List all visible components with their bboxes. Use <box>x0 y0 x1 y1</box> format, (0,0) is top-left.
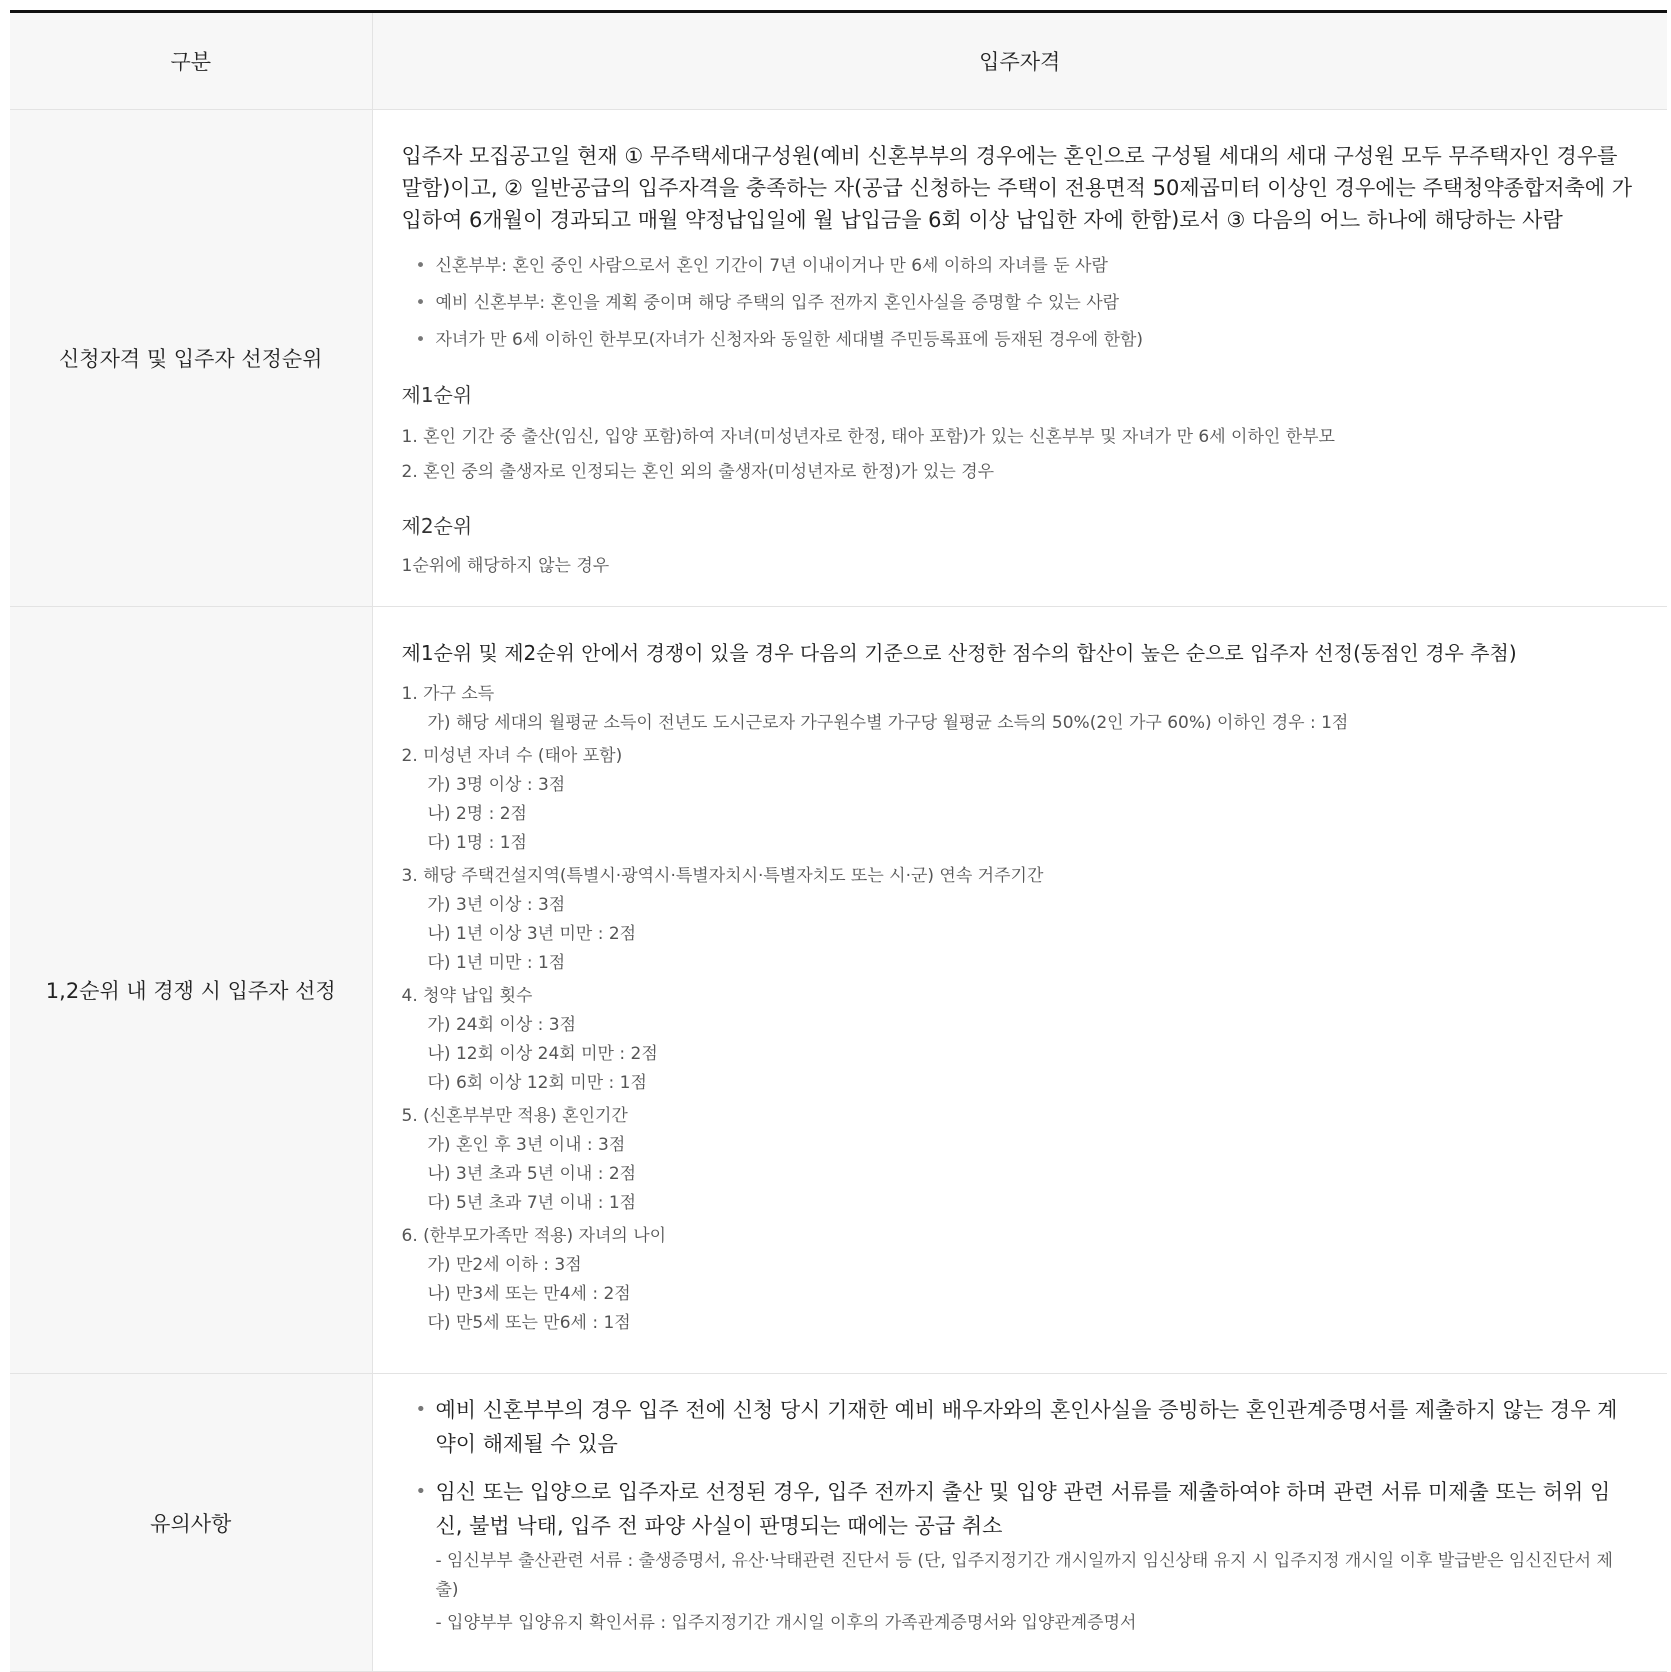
row-label-qualification: 신청자격 및 입주자 선정순위 <box>10 110 372 607</box>
eligibility-table-wrapper <box>10 10 1667 1672</box>
criterion-title: 3. 해당 주택건설지역(특별시·광역시·특별자치시·특별자치도 또는 시·군) 연속 거주기간 <box>401 866 1044 886</box>
criterion-title: 5. (신혼부부만 적용) 혼인기간 <box>401 1106 628 1126</box>
criterion-title: 6. (한부모가족만 적용) 자녀의 나이 <box>401 1226 667 1246</box>
table-row-cautions <box>10 1374 1667 1672</box>
cautions-list <box>402 1393 1634 1638</box>
rank1-heading: 제1순위 <box>401 383 473 407</box>
table-row-qualification <box>10 110 1667 607</box>
criterion-sub: 나) 2명 : 2점 <box>427 804 527 824</box>
criteria-list <box>402 680 1634 1338</box>
list-item: 1. 혼인 기간 중 출산(임신, 입양 포함)하여 자녀(미성년자로 한정, 태아 포함)가 있는 신혼부부 및 자녀가 만 6세 이하인 한부모 <box>401 427 1335 447</box>
criterion-sub: 나) 1년 이상 3년 미만 : 2점 <box>427 924 637 944</box>
list-item: • 자녀가 만 6세 이하인 한부모(자녀가 신청자와 동일한 세대별 주민등록표에 등재된 경우에 한함) <box>416 322 1634 359</box>
criterion-sub: 나) 12회 이상 24회 미만 : 2점 <box>427 1044 658 1064</box>
list-item: • 신혼부부: 혼인 중인 사람으로서 혼인 기간이 7년 이내이거나 만 6세 이하의 자녀를 둔 사람 <box>416 248 1634 285</box>
row-label-cautions: 유의사항 <box>10 1374 372 1672</box>
caution-sub-item: - 임신부부 출산관련 서류 : 출생증명서, 유산·낙태관련 진단서 등 (단, 입주지정기간 개시일까지 임신상태 유지 시 입주지정 개시일 이후 발급받은 임신진단서 제출) <box>435 1551 1613 1600</box>
caution-text: 예비 신혼부부의 경우 입주 전에 신청 당시 기재한 예비 배우자와의 혼인사실을 증빙하는 혼인관계증명서를 제출하지 않는 경우 계약이 해제될 수 있음 <box>435 1398 1618 1456</box>
table-header-row <box>10 12 1667 110</box>
competition-intro: 제1순위 및 제2순위 안에서 경쟁이 있을 경우 다음의 기준으로 산정한 점수의 합산이 높은 순으로 입주자 선정(동점인 경우 추첨) <box>401 641 1517 665</box>
table-row-competition <box>10 607 1667 1374</box>
rank2-text: 1순위에 해당하지 않는 경우 <box>401 556 610 576</box>
criterion-title: 4. 청약 납입 횟수 <box>401 986 533 1006</box>
row-content-competition <box>372 607 1667 1374</box>
caution-item <box>416 1393 1634 1461</box>
criterion-item <box>402 742 1634 858</box>
qualification-intro: 입주자 모집공고일 현재 ① 무주택세대구성원(예비 신혼부부의 경우에는 혼인으로 구성될 세대의 세대 구성원 모두 무주택자인 경우를 말함)이고, ② 일반공급의 입주자격을 충족하는 자(공급 신청하는 주택이 전용면적 50제곱미터 이상인 경우에는 주택청약종합저축에 가입하여 6개월이 경과되고 매월 약정납입일에 월 납입금을 6회 이상 납입한 자에 한함)로서 ③ 다음의 어느 하나에 해당하는 사람 <box>401 144 1633 232</box>
criterion-item <box>402 862 1634 978</box>
criterion-sub: 가) 혼인 후 3년 이내 : 3점 <box>427 1135 626 1155</box>
criterion-item <box>402 1102 1634 1218</box>
caution-sub-item: - 입양부부 입양유지 확인서류 : 입주지정기간 개시일 이후의 가족관계증명서와 입양관계증명서 <box>435 1613 1137 1633</box>
criterion-title: 1. 가구 소득 <box>401 684 495 704</box>
caution-item <box>416 1475 1634 1638</box>
list-item: • 예비 신혼부부: 혼인을 계획 중이며 해당 주택의 입주 전까지 혼인사실을 증명할 수 있는 사람 <box>416 285 1634 322</box>
header-eligibility: 입주자격 <box>372 12 1667 110</box>
row-content-qualification <box>372 110 1667 607</box>
qualification-bullet-list <box>402 248 1634 359</box>
criterion-sub: 나) 만3세 또는 만4세 : 2점 <box>427 1284 631 1304</box>
criterion-item <box>402 1222 1634 1338</box>
criterion-item <box>402 680 1634 738</box>
criterion-sub: 다) 1명 : 1점 <box>427 833 527 853</box>
row-content-cautions <box>372 1374 1667 1672</box>
row-label-competition: 1,2순위 내 경쟁 시 입주자 선정 <box>10 607 372 1374</box>
criterion-sub: 다) 6회 이상 12회 미만 : 1점 <box>427 1073 647 1093</box>
criterion-sub: 다) 만5세 또는 만6세 : 1점 <box>427 1313 631 1333</box>
criterion-sub: 나) 3년 초과 5년 이내 : 2점 <box>427 1164 637 1184</box>
criterion-sub: 가) 3명 이상 : 3점 <box>427 775 566 795</box>
criterion-sub: 가) 해당 세대의 월평균 소득이 전년도 도시근로자 가구원수별 가구당 월평균 소득의 50%(2인 가구 60%) 이하인 경우 : 1점 <box>427 713 1349 733</box>
criterion-sub: 다) 1년 미만 : 1점 <box>427 953 566 973</box>
criterion-sub: 다) 5년 초과 7년 이내 : 1점 <box>427 1193 637 1213</box>
criterion-sub: 가) 만2세 이하 : 3점 <box>427 1255 582 1275</box>
criterion-item <box>402 982 1634 1098</box>
criterion-sub: 가) 24회 이상 : 3점 <box>427 1015 577 1035</box>
rank1-list <box>402 420 1634 490</box>
header-category: 구분 <box>10 12 372 110</box>
criterion-sub: 가) 3년 이상 : 3점 <box>427 895 566 915</box>
caution-text: 임신 또는 입양으로 입주자로 선정된 경우, 입주 전까지 출산 및 입양 관련 서류를 제출하여야 하며 관련 서류 미제출 또는 허위 임신, 불법 낙태, 입주 전 파양 사실이 판명되는 때에는 공급 취소 <box>435 1480 1611 1538</box>
list-item: 2. 혼인 중의 출생자로 인정되는 혼인 외의 출생자(미성년자로 한정)가 있는 경우 <box>401 462 995 482</box>
eligibility-table <box>10 10 1667 1672</box>
criterion-title: 2. 미성년 자녀 수 (태아 포함) <box>401 746 623 766</box>
rank2-heading: 제2순위 <box>401 514 473 538</box>
